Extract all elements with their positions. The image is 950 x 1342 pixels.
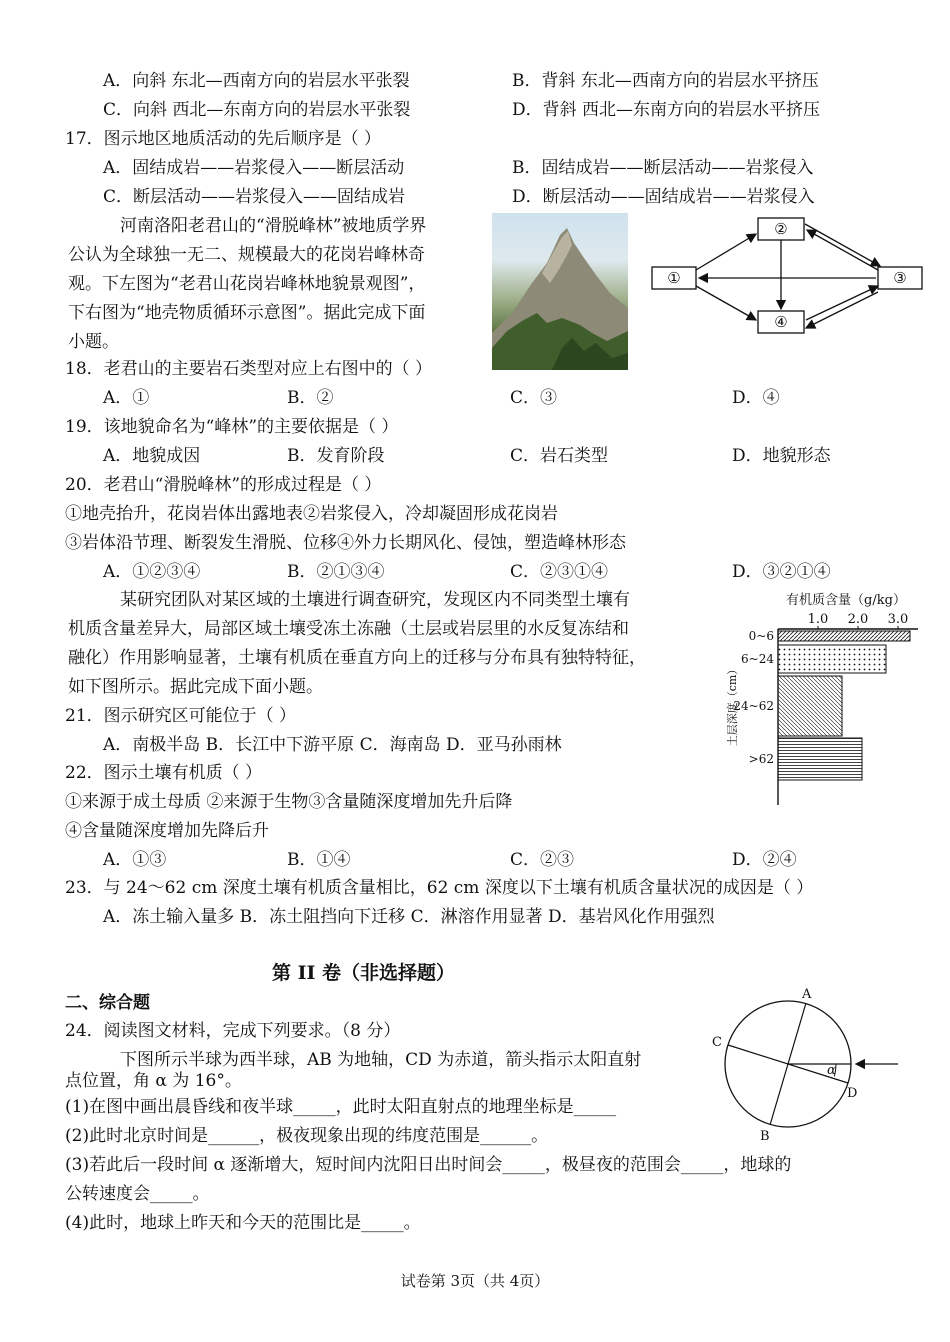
q22-statement-line: ④含量随深度增加先降后升: [65, 821, 269, 841]
q20-option-a: A．①②③④: [103, 562, 201, 582]
q22-stem: 22．图示土壤有机质（ ）: [65, 763, 263, 783]
arrow-3-to-2: [807, 230, 878, 270]
chart-category-label: 0~6: [748, 629, 774, 643]
chart-x-tick-label: 1.0: [807, 612, 829, 627]
arrow-1-to-4: [696, 286, 756, 320]
chart-x-tick-label: 3.0: [887, 612, 909, 627]
q22-option-a: A．①③: [103, 850, 167, 870]
passage-laojunshan-line: 河南洛阳老君山的“滑脱峰林”被地质学界: [120, 216, 427, 236]
q20-statement-line: ③岩体沿节理、断裂发生滑脱、位移④外力长期风化、侵蚀，塑造峰林形态: [65, 533, 626, 553]
cycle-node-2-label: ②: [774, 220, 788, 238]
q19-stem: 19．该地貌命名为“峰林”的主要依据是（ ）: [65, 417, 399, 437]
label-c: C: [712, 1035, 722, 1050]
q20-option-d: D．③②①④: [732, 562, 831, 582]
arrow-4-to-3: [806, 286, 878, 320]
granite-peak-forest-photo: [492, 213, 628, 370]
chart-category-label: 24~62: [733, 699, 774, 713]
arrow-1-to-2: [696, 234, 756, 270]
q20-statement-line: ①地壳抬升，花岗岩体出露地表②岩浆侵入，冷却凝固形成花岗岩: [65, 504, 558, 524]
cycle-node-4-label: ④: [774, 313, 788, 331]
passage-laojunshan-line: 公认为全球独一无二、规模最大的花岗岩峰林奇: [68, 245, 425, 265]
q19-option-d: D．地貌形态: [732, 446, 831, 466]
chart-category-label: >62: [748, 752, 774, 766]
q17-option-c: C．断层活动——岩浆侵入——固结成岩: [103, 187, 406, 207]
q18-stem: 18．老君山的主要岩石类型对应上右图中的（ ）: [65, 359, 433, 379]
page-footer: 试卷第 3页（共 4页）: [400, 1272, 550, 1290]
q24-stem: 24．阅读图文材料，完成下列要求。（8 分）: [65, 1021, 401, 1041]
section-2-title: 第 II 卷（非选择题）: [272, 962, 456, 984]
passage-soil-line: 某研究团队对某区域的土壤进行调查研究，发现区内不同类型土壤有: [120, 590, 630, 610]
passage-laojunshan-line: 小题。: [68, 332, 119, 352]
q24-description-line: 下图所示半球为西半球，AB 为地轴，CD 为赤道，箭头指示太阳直射: [120, 1050, 642, 1070]
chart-bar: [778, 645, 886, 673]
q17-option-b: B．固结成岩——断层活动——岩浆侵入: [512, 158, 814, 178]
label-d: D: [847, 1086, 858, 1101]
chart-bar: [778, 738, 862, 780]
q20-option-c: C．②③①④: [510, 562, 609, 582]
q22-option-b: B．①④: [287, 850, 351, 870]
q18-option-b: B．②: [287, 388, 334, 408]
passage-soil-line: 机质含量差异大，局部区域土壤受冻土冻融（土层或岩层里的水反复冻结和: [68, 619, 629, 639]
q20-option-b: B．②①③④: [287, 562, 385, 582]
q20-stem: 20．老君山“滑脱峰林”的形成过程是（ ）: [65, 475, 382, 495]
q18-option-c: C．③: [510, 388, 558, 408]
chart-y-axis-label: 土层深度（cm）: [726, 663, 739, 747]
q22-option-c: C．②③: [510, 850, 575, 870]
q22-statement-line: ①来源于成土母质 ②来源于生物③含量随深度增加先升后降: [65, 792, 513, 812]
q24-part-3-cont: 公转速度会_____。: [65, 1184, 210, 1204]
passage-soil-line: 如下图所示。据此完成下面小题。: [68, 677, 323, 697]
q16-option-d: D．背斜 西北—东南方向的岩层水平挤压: [512, 100, 821, 120]
q19-option-c: C．岩石类型: [510, 446, 609, 466]
label-b: B: [760, 1129, 770, 1142]
q16-option-c: C．向斜 西北—东南方向的岩层水平张裂: [103, 100, 411, 120]
chart-title: 有机质含量（g/kg）: [786, 593, 906, 608]
q18-option-d: D．④: [732, 388, 780, 408]
chart-bar: [778, 676, 842, 736]
q17-option-a: A．固结成岩——岩浆侵入——断层活动: [103, 158, 405, 178]
q19-option-a: A．地貌成因: [103, 446, 201, 466]
arrow-2-to-3: [805, 224, 880, 266]
q24-part-2: (2)此时北京时间是______，极夜现象出现的纬度范围是______。: [65, 1126, 549, 1146]
section-2-heading: 二、综合题: [65, 993, 150, 1013]
q18-option-a: A．①: [103, 388, 150, 408]
soil-organic-matter-chart: [722, 587, 934, 809]
label-a: A: [802, 987, 812, 1002]
q17-option-d: D．断层活动——固结成岩——岩浆侵入: [512, 187, 815, 207]
cycle-node-3-label: ③: [893, 269, 907, 287]
q23-options: A．冻土输入量多 B．冻土阻挡向下迁移 C．淋溶作用显著 D．基岩风化作用强烈: [103, 907, 715, 927]
q19-option-b: B．发育阶段: [287, 446, 385, 466]
chart-bar: [778, 631, 910, 641]
chart-category-label: 6~24: [741, 652, 774, 666]
q16-option-a: A．向斜 东北—西南方向的岩层水平张裂: [103, 71, 410, 91]
q21-stem: 21．图示研究区可能位于（ ）: [65, 706, 297, 726]
q24-description-line: 点位置，角 α 为 16°。: [65, 1071, 242, 1091]
arrow-3-to-4: [806, 292, 878, 328]
q22-option-d: D．②④: [732, 850, 797, 870]
label-alpha: α: [827, 1063, 836, 1078]
passage-laojunshan-line: 观。下左图为“老君山花岗岩峰林地貌景观图”，: [68, 274, 426, 294]
q23-stem: 23．与 24～62 cm 深度土壤有机质含量相比，62 cm 深度以下土壤有机质含量状况的成因是（ ）: [65, 878, 814, 898]
passage-soil-line: 融化）作用影响显著，土壤有机质在垂直方向上的迁移与分布具有独特特征，: [68, 648, 646, 668]
q17-stem: 17．图示地区地质活动的先后顺序是（ ）: [65, 129, 382, 149]
passage-laojunshan-line: 下右图为“地壳物质循环示意图”。据此完成下面: [68, 303, 426, 323]
crust-material-cycle-diagram: [648, 212, 926, 337]
q24-part-3: (3)若此后一段时间 α 逐渐增大，短时间内沈阳日出时间会_____，极昼夜的范围会_____，地球的: [65, 1155, 792, 1175]
q24-part-4: (4)此时，地球上昨天和今天的范围比是_____。: [65, 1213, 421, 1233]
q21-options: A．南极半岛 B．长江中下游平原 C．海南岛 D．亚马孙雨林: [103, 735, 562, 755]
q24-part-1: (1)在图中画出晨昏线和夜半球_____，此时太阳直射点的地理坐标是_____: [65, 1097, 617, 1117]
western-hemisphere-diagram: [706, 984, 900, 1142]
cycle-node-1-label: ①: [667, 269, 681, 287]
chart-x-tick-label: 2.0: [847, 612, 869, 627]
q16-option-b: B．背斜 东北—西南方向的岩层水平挤压: [512, 71, 819, 91]
